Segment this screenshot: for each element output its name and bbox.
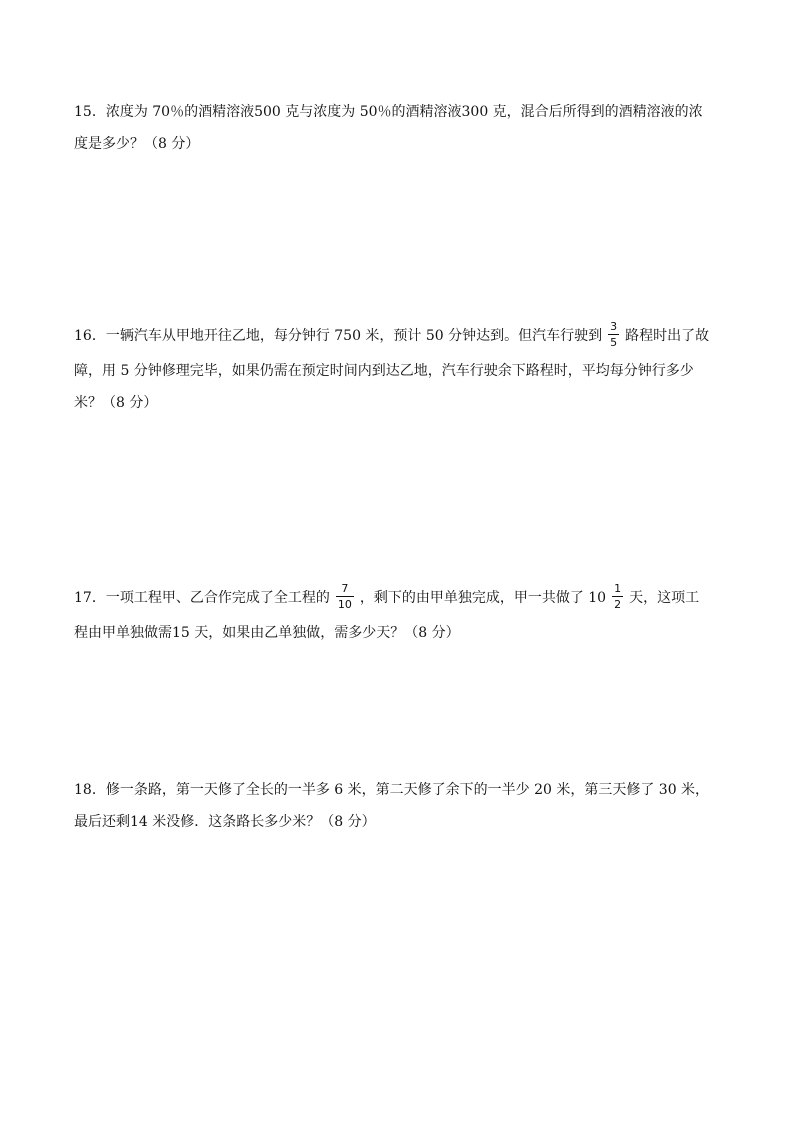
question-16-text-before-fraction: 16．一辆汽车从甲地开往乙地，每分钟行 750 米，预计 50 分钟达到。但汽车行驶到 <box>74 328 603 344</box>
question-17-text-middle: ，剩下的由甲单独完成，甲一共做了 10 <box>359 590 607 606</box>
question-16-line-2: 障，用 5 分钟修理完毕，如果仍需在预定时间内到达乙地，汽车行驶余下路程时，平均每分钟行多少 <box>74 363 694 379</box>
question-17-line-2: 程由甲单独做需15 天，如果由乙单独做，需多少天？（8 分） <box>74 625 460 641</box>
question-16 <box>74 317 724 419</box>
question-15-line-2: 度是多少？（8 分） <box>74 136 200 152</box>
question-17-text-after-fraction: 天，这项工 <box>629 590 700 606</box>
fraction-bar <box>612 596 623 597</box>
question-18-line-1: 18．修一条路，第一天修了全长的一半多 6 米，第二天修了余下的一半少 20 米，第三天修了 30 米， <box>74 782 710 798</box>
fraction-bar <box>608 334 619 335</box>
fraction-three-fifths <box>608 320 619 349</box>
question-15-line-1: 15．浓度为 70％的酒精溶液500 克与浓度为 50％的酒精溶液300 克，混合后所得到的酒精溶液的浓 <box>74 104 703 120</box>
fraction-denominator: 10 <box>337 597 352 611</box>
question-18-line-2: 最后还剩14 米没修．这条路长多少米？（8 分） <box>74 814 376 830</box>
question-17-line-1 <box>74 579 724 617</box>
question-16-line-1 <box>74 317 724 355</box>
question-15 <box>74 96 724 160</box>
question-16-line-3: 米？（8 分） <box>74 395 158 411</box>
fraction-seven-tenths <box>336 582 354 611</box>
fraction-denominator: 5 <box>610 335 618 349</box>
question-17-text-before-fraction: 17．一项工程甲、乙合作完成了全工程的 <box>74 590 330 606</box>
question-16-text-after-fraction: 路程时出了故 <box>625 328 710 344</box>
fraction-numerator: 3 <box>610 319 618 333</box>
fraction-numerator: 1 <box>614 581 622 595</box>
fraction-bar <box>336 596 354 597</box>
fraction-one-half <box>612 582 623 611</box>
fraction-numerator: 7 <box>341 581 349 595</box>
question-17 <box>74 579 724 649</box>
fraction-denominator: 2 <box>614 597 622 611</box>
question-18 <box>74 774 724 838</box>
